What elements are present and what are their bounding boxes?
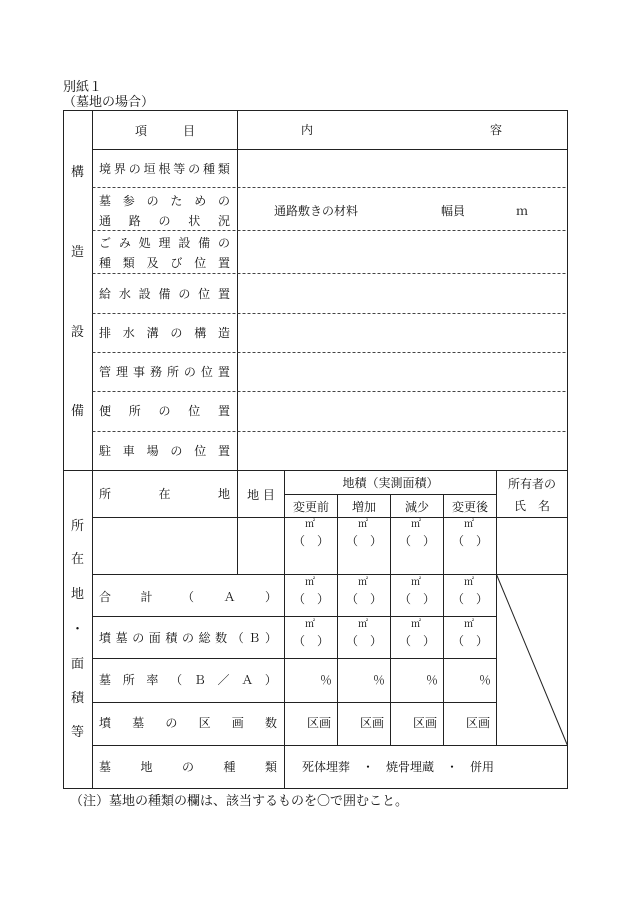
sqm-unit: ㎡ xyxy=(358,577,368,588)
row-label-type: 墓 地 の 種 類 xyxy=(99,760,277,774)
area-value-paren[interactable]: （ ） xyxy=(452,534,489,548)
side-label-area-5: 面 xyxy=(71,657,85,672)
col-header-content-right: 容 xyxy=(490,123,503,137)
row-label-grave-total: 墳 墓 の 面 積 の 総 数 （ Ｂ ） xyxy=(99,631,277,645)
row-label-office: 管 理 事 務 所 の 位 置 xyxy=(99,365,230,379)
sqm-unit: ㎡ xyxy=(305,519,315,530)
section-unit: 区画 xyxy=(360,716,385,730)
row-label-parking: 駐 車 場 の 位 置 xyxy=(99,444,230,458)
percent-unit: ％ xyxy=(320,673,333,687)
section-unit: 区画 xyxy=(466,716,491,730)
side-label-area-3: 地 xyxy=(71,587,85,602)
row-label-garbage-2: 種 類 及 び 位 置 xyxy=(99,256,230,270)
sqm-unit: ㎡ xyxy=(464,577,474,588)
row-label-water: 給 水 設 備 の 位 置 xyxy=(99,287,230,301)
doc-number: 別紙１ xyxy=(63,80,103,95)
area-value-paren[interactable]: （ ） xyxy=(399,592,436,606)
side-label-area-4: ・ xyxy=(71,622,85,637)
side-label-structure-1: 構 xyxy=(71,165,85,180)
area-value-paren[interactable]: （ ） xyxy=(399,534,436,548)
sqm-unit: ㎡ xyxy=(358,519,368,530)
area-value-paren[interactable]: （ ） xyxy=(346,592,383,606)
area-value-paren[interactable]: （ ） xyxy=(346,634,383,648)
sqm-unit: ㎡ xyxy=(305,619,315,630)
row-label-toilet: 便 所 の 位 置 xyxy=(99,404,230,418)
area-value-paren[interactable]: （ ） xyxy=(452,592,489,606)
path-material-label: 通路敷きの材料 xyxy=(274,204,359,218)
side-label-area-1: 所 xyxy=(71,519,85,534)
col-header-chimoku: 地 目 xyxy=(247,487,275,502)
side-label-structure-3: 設 xyxy=(71,325,85,340)
row-label-sections: 墳 墓 の 区 画 数 xyxy=(99,716,277,730)
section-unit: 区画 xyxy=(307,716,332,730)
row-label-fence: 境 界 の 垣 根 等 の 種 類 xyxy=(99,162,230,176)
path-width-label: 幅員 xyxy=(441,204,466,218)
sqm-unit: ㎡ xyxy=(464,619,474,630)
sqm-unit: ㎡ xyxy=(305,577,315,588)
area-value-paren[interactable]: （ ） xyxy=(452,634,489,648)
subcol-before: 変更前 xyxy=(292,499,329,514)
row-label-path-1: 墓 参 の た め の xyxy=(99,194,230,208)
sqm-unit: ㎡ xyxy=(411,519,421,530)
col-header-owner-2: 氏 名 xyxy=(513,498,550,513)
row-label-total: 合 計 （ Ａ ） xyxy=(99,590,277,604)
percent-unit: ％ xyxy=(426,673,439,687)
side-label-area-2: 在 xyxy=(71,552,85,567)
sqm-unit: ㎡ xyxy=(358,619,368,630)
sqm-unit: ㎡ xyxy=(411,577,421,588)
subcol-decrease: 減少 xyxy=(404,499,429,514)
subcol-increase: 増加 xyxy=(351,499,376,514)
area-value-paren[interactable]: （ ） xyxy=(399,634,436,648)
percent-unit: ％ xyxy=(479,673,492,687)
area-value-paren[interactable]: （ ） xyxy=(293,634,330,648)
col-header-owner-1: 所有者の xyxy=(507,476,556,491)
side-label-structure-4: 備 xyxy=(71,404,85,419)
row-label-garbage-1: ご み 処 理 設 備 の xyxy=(99,236,230,250)
col-header-location: 所 在 地 xyxy=(99,487,230,501)
sqm-unit: ㎡ xyxy=(464,519,474,530)
cemetery-type-options: 死体埋葬 ・ 焼骨埋蔵 ・ 併用 xyxy=(302,760,495,774)
row-label-ratio: 墓 所 率 （ Ｂ ／ Ａ ） xyxy=(99,673,277,687)
side-label-area-6: 積 xyxy=(71,691,85,706)
percent-unit: ％ xyxy=(373,673,386,687)
row-label-path-2: 通 路 の 状 況 xyxy=(99,214,230,228)
doc-subtitle: （墓地の場合） xyxy=(63,95,155,110)
sqm-unit: ㎡ xyxy=(411,619,421,630)
side-label-area-7: 等 xyxy=(71,725,85,740)
area-value-paren[interactable]: （ ） xyxy=(293,592,330,606)
col-header-area: 地積（実測面積） xyxy=(342,476,439,490)
section-unit: 区画 xyxy=(413,716,438,730)
side-label-structure-2: 造 xyxy=(71,245,85,260)
footnote: （注）墓地の種類の欄は、該当するものを〇で囲むこと。 xyxy=(70,794,409,809)
col-header-content-left: 内 xyxy=(301,123,314,137)
col-header-item: 項 目 xyxy=(134,123,195,138)
area-value-paren[interactable]: （ ） xyxy=(346,534,383,548)
subcol-after: 変更後 xyxy=(451,499,488,514)
path-width-unit: ｍ xyxy=(516,204,529,218)
row-label-drain: 排 水 溝 の 構 造 xyxy=(99,326,230,340)
area-value-paren[interactable]: （ ） xyxy=(293,534,330,548)
